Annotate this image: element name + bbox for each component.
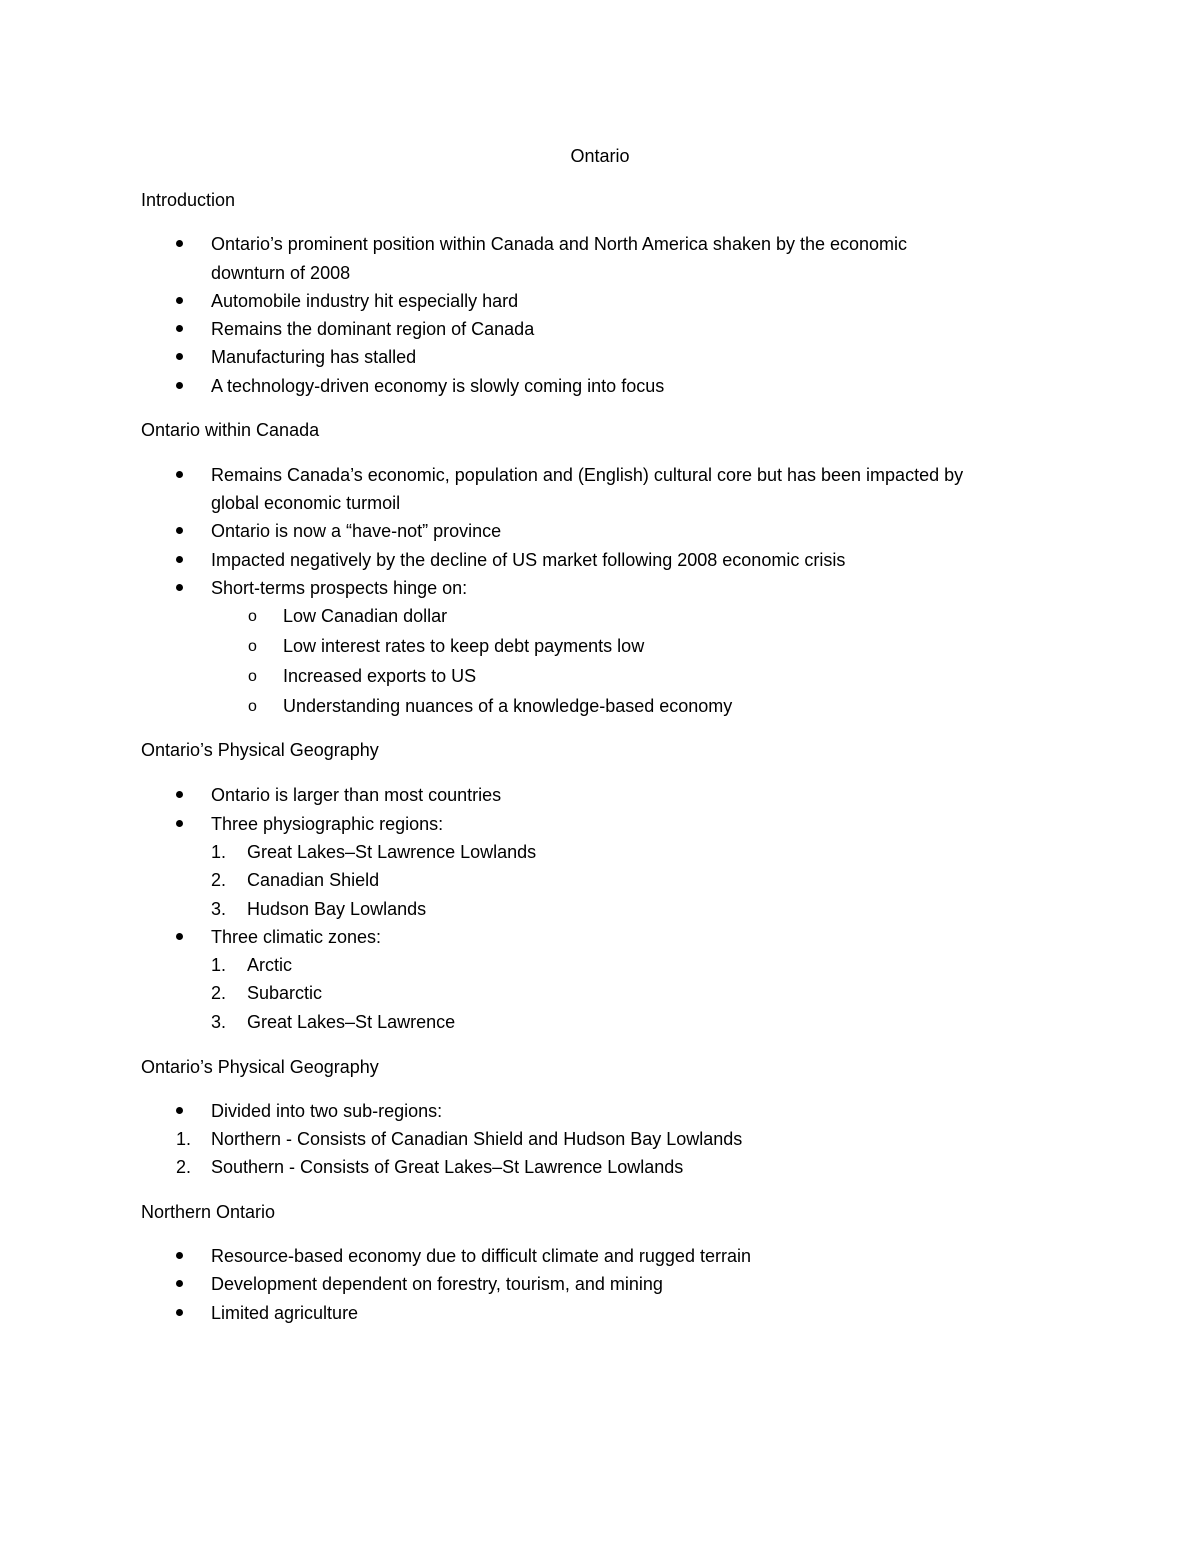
circle-bullet-icon: o (248, 668, 257, 685)
bullet-icon (176, 382, 183, 389)
bullet-icon (176, 933, 183, 940)
sub-list-item: Low interest rates to keep debt payments low (283, 636, 645, 656)
list-item: Three physiographic regions: (211, 814, 444, 834)
list-number: 2. (211, 983, 227, 1003)
section-heading-introduction: Introduction (141, 190, 236, 210)
bullet-icon (176, 1280, 183, 1287)
circle-bullet-icon: o (248, 698, 257, 715)
bullet-icon (176, 527, 183, 534)
list-item-continuation: downturn of 2008 (211, 263, 351, 283)
bullet-icon (176, 556, 183, 563)
list-item: Limited agriculture (211, 1303, 359, 1323)
bullet-icon (176, 325, 183, 332)
list-item: A technology-driven economy is slowly coming into focus (211, 376, 665, 396)
list-item: Ontario is now a “have-not” province (211, 521, 502, 541)
bullet-icon (176, 240, 183, 247)
bullet-icon (176, 297, 183, 304)
numbered-list-item: Canadian Shield (247, 870, 380, 890)
bullet-icon (176, 471, 183, 478)
bullet-icon (176, 820, 183, 827)
section-heading-ontario-within-canada: Ontario within Canada (141, 420, 320, 440)
bullet-icon (176, 791, 183, 798)
list-item: Impacted negatively by the decline of US market following 2008 economic crisis (211, 550, 846, 570)
numbered-list-item: Subarctic (247, 983, 323, 1003)
sub-list-item: Low Canadian dollar (283, 606, 448, 626)
list-number: 2. (211, 870, 227, 890)
list-item: Manufacturing has stalled (211, 347, 417, 367)
list-item: Ontario’s prominent position within Canada and North America shaken by the economic (211, 234, 908, 254)
list-number: 2. (176, 1157, 192, 1177)
sub-list-item: Increased exports to US (283, 666, 477, 686)
list-number: 1. (176, 1129, 192, 1149)
bullet-icon (176, 584, 183, 591)
circle-bullet-icon: o (248, 638, 257, 655)
list-number: 3. (211, 899, 227, 919)
bullet-icon (176, 353, 183, 360)
numbered-list-item: Northern - Consists of Canadian Shield and Hudson Bay Lowlands (211, 1129, 743, 1149)
document-title: Ontario (570, 146, 630, 166)
list-item: Three climatic zones: (211, 927, 382, 947)
list-item: Automobile industry hit especially hard (211, 291, 519, 311)
list-number: 3. (211, 1012, 227, 1032)
list-item: Resource-based economy due to difficult climate and rugged terrain (211, 1246, 751, 1266)
numbered-list-item: Arctic (247, 955, 292, 975)
circle-bullet-icon: o (248, 608, 257, 625)
bullet-icon (176, 1107, 183, 1114)
numbered-list-item: Great Lakes–St Lawrence (247, 1012, 456, 1032)
list-item: Remains Canada’s economic, population and (English) cultural core but has been impacted by (211, 465, 964, 485)
numbered-list-item: Great Lakes–St Lawrence Lowlands (247, 842, 537, 862)
sub-list-item: Understanding nuances of a knowledge-based economy (283, 696, 733, 716)
list-number: 1. (211, 955, 227, 975)
bullet-icon (176, 1252, 183, 1259)
list-item-continuation: global economic turmoil (211, 493, 401, 513)
bullet-icon (176, 1309, 183, 1316)
list-item: Development dependent on forestry, tourism, and mining (211, 1274, 663, 1294)
list-item: Short-terms prospects hinge on: (211, 578, 468, 598)
list-item: Divided into two sub-regions: (211, 1101, 443, 1121)
list-number: 1. (211, 842, 227, 862)
numbered-list-item: Hudson Bay Lowlands (247, 899, 427, 919)
section-heading-northern-ontario: Northern Ontario (141, 1202, 276, 1222)
numbered-list-item: Southern - Consists of Great Lakes–St Lawrence Lowlands (211, 1157, 684, 1177)
list-item: Remains the dominant region of Canada (211, 319, 535, 339)
section-heading-physical-geography-2: Ontario’s Physical Geography (141, 1057, 379, 1077)
list-item: Ontario is larger than most countries (211, 785, 502, 805)
section-heading-physical-geography: Ontario’s Physical Geography (141, 740, 379, 760)
